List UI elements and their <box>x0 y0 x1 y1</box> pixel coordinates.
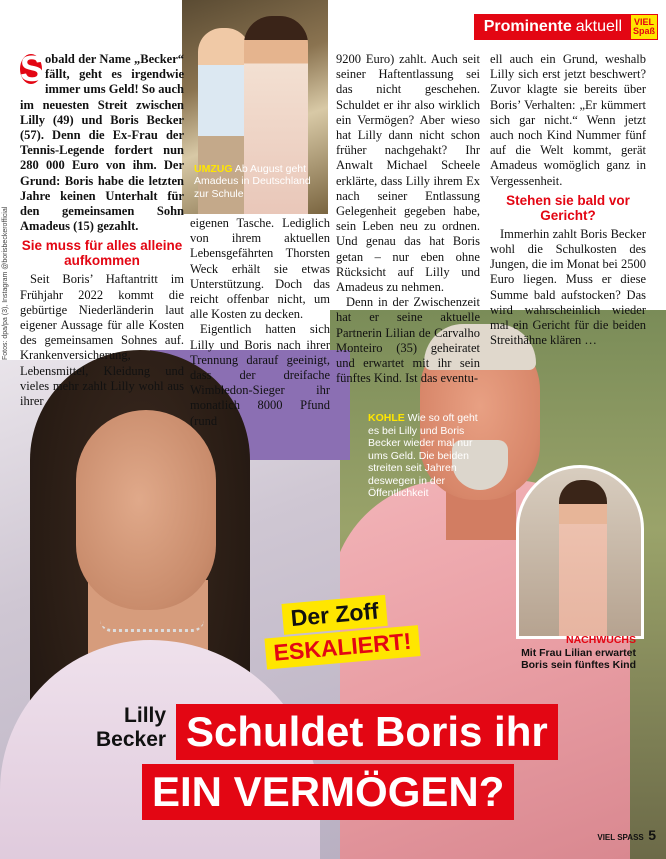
lead-paragraph <box>20 48 184 234</box>
text-column-3 <box>336 52 480 386</box>
photo-lilly-face <box>76 410 216 610</box>
caption-nachwuchs-label: NACHWUCHS <box>566 634 636 646</box>
section-title: Prominente <box>483 18 572 35</box>
name-line-1: Lilly <box>124 704 167 727</box>
paragraph-3: Eigentlich hatten sich Lilly und Boris nach ihrer Trennung darauf geeinigt, dass der dreifache Wimbledon-Sieger ihr monatlich 8000 Pfund (rund <box>190 322 330 428</box>
photo-amadeus-and-lilly <box>182 0 328 214</box>
caption-umzug-label: UMZUG <box>194 162 233 175</box>
caption-kohle <box>368 412 490 500</box>
photo-credit: Fotos: dpa/pa (3), Instagram @borisbeckerofficial <box>2 206 9 360</box>
caption-kohle-label: KOHLE <box>368 412 405 424</box>
text-column-1 <box>20 48 184 409</box>
magazine-logo <box>630 14 658 40</box>
caption-nachwuchs <box>520 634 636 672</box>
headline-line-1: Schuldet Boris ihr <box>176 704 558 760</box>
subheading-2: Stehen sie bald vor Gericht? <box>506 192 630 223</box>
page-number: 5 <box>648 827 656 843</box>
logo-line-2: Spaß <box>632 26 655 36</box>
paragraph-2: eigenen Tasche. Lediglich von ihrem aktuellen Lebensgefährten Thorsten Weck erhält sie etwas Unterstützung. Doch das reicht offenbar nicht, um alle Kosten zu decken. <box>190 216 330 322</box>
photo-inset-lilian <box>516 465 644 639</box>
section-subtitle: aktuell <box>575 18 622 35</box>
footer-magazine: VIEL SPASS <box>597 833 644 842</box>
paragraph-7: Immerhin zahlt Boris Becker wohl die Schulkosten des Jungen, die im Monat bei 2500 Euro liegen. Muss er diese Summe bald aufstocken? Das wird wahrscheinlich wieder mal ein Gericht für die beiden Streithähne klären … <box>490 226 646 348</box>
text-column-4 <box>490 52 646 348</box>
paragraph-5: Denn in der Zwischenzeit hat er seine aktuelle Partnerin Lilian de Carvalho Monteiro (35) geheiratet und erwartet mit ihr sein fünftes Kind. Ist das eventu- <box>336 295 480 386</box>
paragraph-1: Seit Boris’ Haftantritt im Frühjahr 2022 kommt die gebürtige Niederländerin laut eigener Aussage für alle Kosten des gemeinsamen Sohnes auf. Krankenversicherung, Lebensmittel, Kleidung und vieles mehr zahlt Lilly wohl aus ihrer <box>20 272 184 409</box>
section-label <box>474 14 630 40</box>
subheading-1: Sie muss für alles alleine aufkommen <box>21 238 183 269</box>
caption-kohle-text: Wie so oft geht es bei Lilly und Boris Becker wieder mal nur ums Geld. Die beiden streiten seit Jahren deswegen in der Öffentlichkeit <box>368 412 478 499</box>
caption-umzug <box>194 163 328 201</box>
paragraph-6: ell auch ein Grund, weshalb Lilly sich erst jetzt beschwert? Zuvor klagte sie bereits über Boris’ Verhalten: „Er kümmert sich gar nicht.“ Wenn jetzt auch noch Kind Nummer fünf auf die Welt kommt, gerät Amadeus womöglich ganz in Vergessenheit. <box>490 52 646 188</box>
caption-umzug-text: Ab August geht Amadeus in Deutschland zur Schule <box>194 162 311 200</box>
kicker-line-2: ESKALIERT! <box>264 625 420 669</box>
kicker-zoff <box>272 592 420 667</box>
paragraph-4: 9200 Euro) zahlt. Auch seit seiner Haftentlassung sei das nicht geschehen. Schuldet er ihr also wirklich ein Vermögen? Aber wieso hat Lilly dann nicht schon früher nachgehakt? Ihr Anwalt Michael Scheele erklärte, dass Lilly ihrem Ex nach seiner Entlassung Gelegenheit gegeben habe, sein Leben neu zu ordnen. Und genau das hat Boris getan – nur eben ohne Rücksicht auf Lilly und Amadeus zu nehmen. <box>336 52 480 295</box>
name-line-2: Becker <box>96 728 167 751</box>
page-footer <box>597 827 656 845</box>
photo-inset-figure <box>559 480 607 639</box>
caption-nachwuchs-text: Mit Frau Lilian erwartet Boris sein fünftes Kind <box>521 646 636 671</box>
logo-line-1: VIEL <box>633 17 654 27</box>
kicker-line-1: Der Zoff <box>281 595 387 635</box>
lead-text: obald der Name „Becker“ fällt, geht es irgendwie immer ums Geld! So auch im neuesten Streit zwischen Lilly (49) und Boris Becker (57). Denn die Ex-Frau der Tennis-Legende fordert nun 280 000 Euro von ihm. Der Grund: Boris habe die letzten Jahre keinen Unterhalt für den gemeinsamen Sohn Amadeus (15) gezahlt. <box>20 52 184 234</box>
section-header <box>474 14 658 40</box>
headline-line-2: EIN VERMÖGEN? <box>142 764 514 820</box>
photo-lilly-necklace <box>100 620 204 632</box>
text-column-2 <box>190 216 330 429</box>
drop-cap: S <box>20 48 45 89</box>
headline-person-name <box>96 704 166 752</box>
